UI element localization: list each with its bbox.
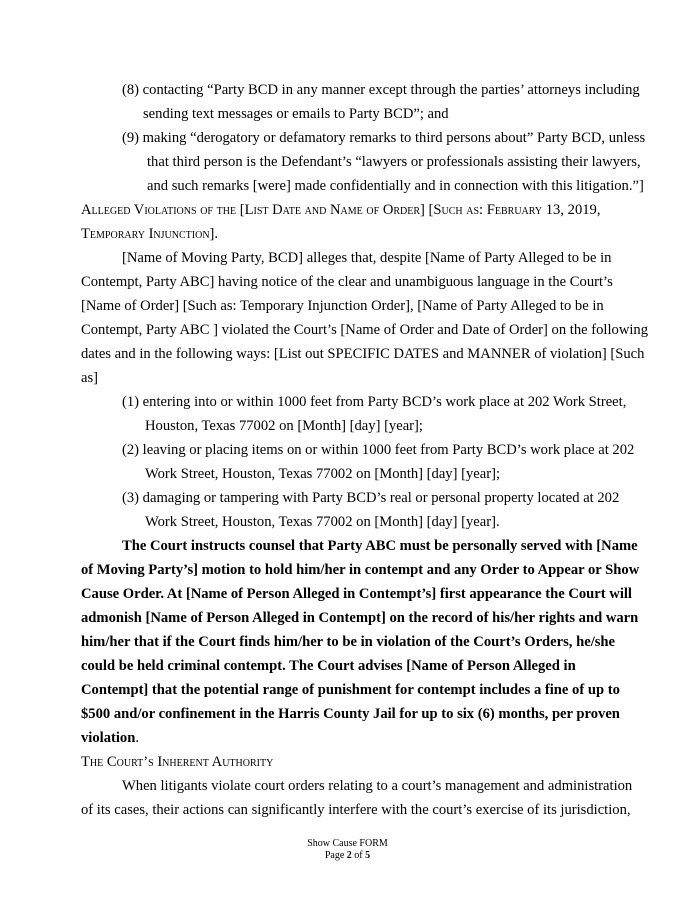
footer-form-name: Show Cause FORM xyxy=(307,838,388,849)
footer-of-word: of xyxy=(354,850,363,861)
violation-item-1-line2: Houston, Texas 77002 on [Month] [day] [year]; xyxy=(145,418,423,434)
paragraph-line: [Name of Order] [Such as: Temporary Injunction Order], [Name of Party Alleged to be in xyxy=(81,298,604,314)
section-heading-alleged-violations-cont: Temporary Injunction]. xyxy=(81,226,219,242)
bold-paragraph-line: him/her that if the Court finds him/her to be in violation of the Court’s Orders, he/she xyxy=(81,634,616,650)
paragraph-line: of its cases, their actions can significantly interfere with the court’s exercise of its jurisdiction, xyxy=(81,802,631,818)
section-heading-alleged-violations: Alleged Violations of the [List Date and Name of Order] [Such as: February 13, 2019, xyxy=(81,202,601,218)
bold-paragraph-period: . xyxy=(135,730,139,746)
bold-paragraph-last-line xyxy=(81,729,139,747)
paragraph-line: When litigants violate court orders relating to a court’s management and administration xyxy=(122,778,633,794)
paragraph-line: [Name of Moving Party, BCD] alleges that, despite [Name of Party Alleged to be in xyxy=(122,250,612,266)
bold-paragraph-line: The Court instructs counsel that Party ABC must be personally served with [Name xyxy=(122,538,638,554)
list-item-9-line3: and such remarks [were] made confidentially and in connection with this litigation.”] xyxy=(147,178,644,194)
violation-item-3-line2: Work Street, Houston, Texas 77002 on [Month] [day] [year]. xyxy=(145,514,500,530)
footer-page-current: 2 xyxy=(346,850,352,861)
bold-paragraph-line: Contempt] that the potential range of punishment for contempt includes a fine of up to xyxy=(81,682,620,698)
bold-paragraph-line: $500 and/or confinement in the Harris County Jail for up to six (6) months, per proven xyxy=(81,706,620,722)
list-item-8-line2: sending text messages or emails to Party BCD”; and xyxy=(143,106,449,122)
violation-item-1-line1: (1) entering into or within 1000 feet from Party BCD’s work place at 202 Work Street, xyxy=(122,394,627,410)
footer-page-word: Page xyxy=(324,850,345,861)
paragraph-line: dates and in the following ways: [List out SPECIFIC DATES and MANNER of violation] [Such xyxy=(81,346,645,362)
bold-paragraph-line: admonish [Name of Person Alleged in Contempt] on the record of his/her rights and warn xyxy=(81,610,639,626)
footer-page-total: 5 xyxy=(365,850,371,861)
bold-paragraph-line: Cause Order. At [Name of Person Alleged in Contempt’s] first appearance the Court will xyxy=(81,586,632,602)
bold-paragraph-line: of Moving Party’s] motion to hold him/her in contempt and any Order to Appear or Show xyxy=(81,562,640,578)
list-item-9-line1: (9) making “derogatory or defamatory remarks to third persons about” Party BCD, unless xyxy=(122,130,646,146)
violation-item-2-line1: (2) leaving or placing items on or within 1000 feet from Party BCD’s work place at 202 xyxy=(122,442,635,458)
bold-paragraph-line: could be held criminal contempt. The Court advises [Name of Person Alleged in xyxy=(81,658,576,674)
violation-item-3-line1: (3) damaging or tampering with Party BCD’s real or personal property located at 202 xyxy=(122,490,620,506)
paragraph-line: as] xyxy=(81,370,99,386)
section-heading-inherent-authority: The Court’s Inherent Authority xyxy=(81,754,274,770)
paragraph-line: Contempt, Party ABC] having notice of the clear and unambiguous language in the Court’s xyxy=(81,274,613,290)
paragraph-line: Contempt, Party ABC ] violated the Court’s [Name of Order and Date of Order] on the following xyxy=(81,322,649,338)
violation-item-2-line2: Work Street, Houston, Texas 77002 on [Month] [day] [year]; xyxy=(145,466,501,482)
footer-page-number xyxy=(0,850,695,862)
list-item-9-line2: that third person is the Defendant’s “lawyers or professionals assisting their lawyers, xyxy=(147,154,641,170)
bold-paragraph-last-word: violation xyxy=(81,730,136,746)
list-item-8-line1: (8) contacting “Party BCD in any manner except through the parties’ attorneys including xyxy=(122,82,640,98)
